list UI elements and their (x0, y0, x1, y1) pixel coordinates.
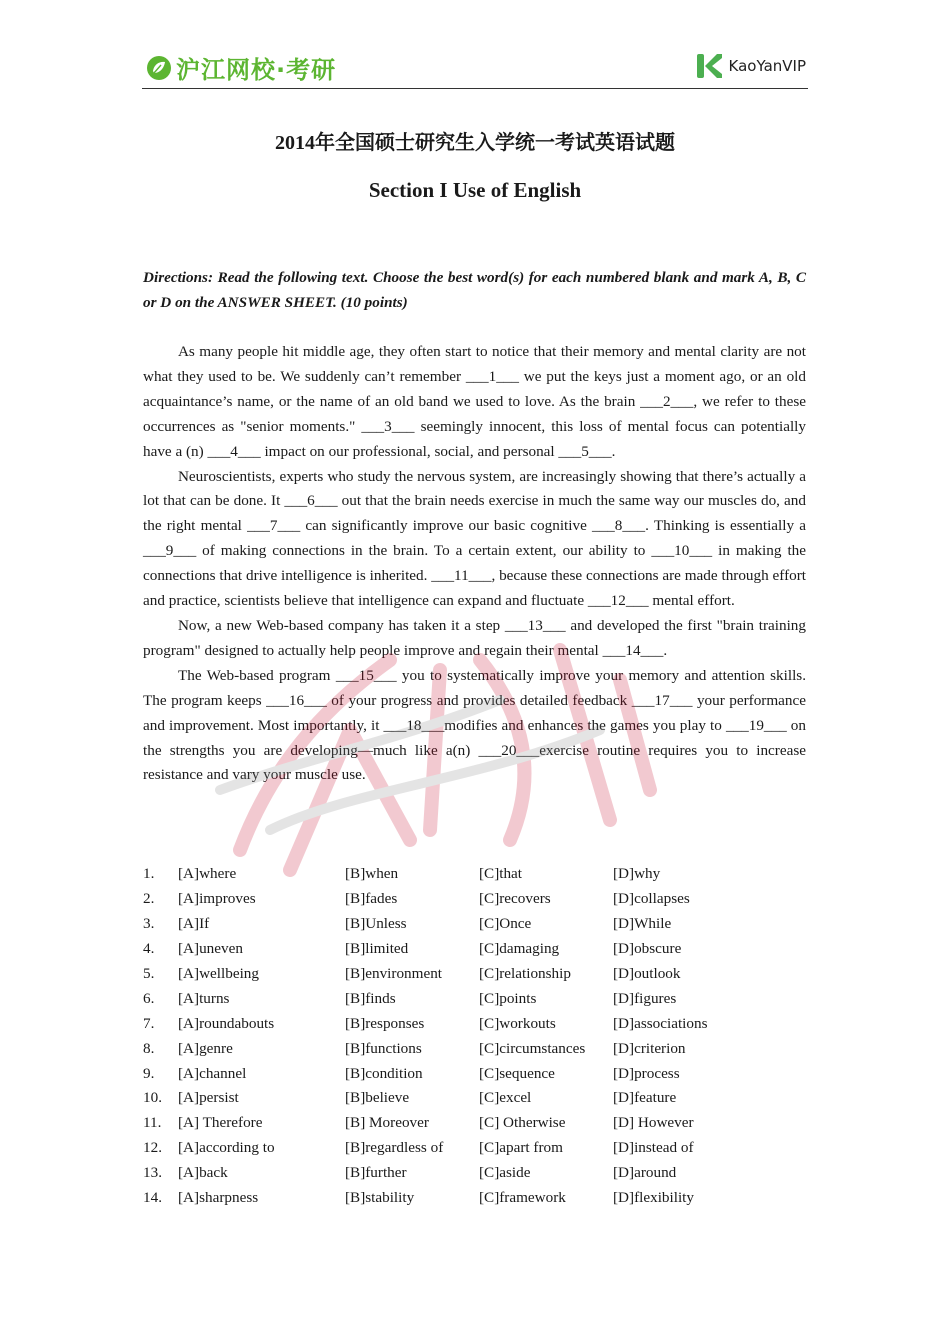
hujiang-brand-text: 沪江网校·考研 (176, 56, 337, 84)
option-row (143, 1086, 806, 1111)
option-c: [C]relationship (479, 964, 571, 982)
question-number: 13. (143, 1164, 162, 1182)
option-b: [B]stability (345, 1189, 415, 1207)
question-number: 8. (143, 1039, 155, 1057)
option-row (143, 887, 806, 912)
passage-paragraph-4: The Web-based program ___15___ you to systematically improve your memory and attention skills. The program keeps ___16___ of your progress and provides detailed feedback ___17___ your performance and improvement. Most importantly, it ___18___modifies and enhances the games you play to ___19___ on the strengths you are developing—much like a(n) ___20___exercise routine requires you to increase resistance and vary your muscle use. (143, 666, 806, 784)
option-row (143, 1012, 806, 1037)
option-b: [B] Moreover (345, 1114, 429, 1132)
option-b: [B]Unless (345, 914, 407, 932)
option-c: [C]excel (479, 1089, 532, 1107)
option-d: [D]figures (613, 989, 677, 1007)
option-d: [D]outlook (613, 964, 681, 982)
option-a: [A]genre (178, 1039, 233, 1057)
question-number: 11. (143, 1114, 162, 1132)
exam-title: 2014年全国硕士研究生入学统一考试英语试题 (275, 132, 675, 154)
kaoyanvip-brand-text: KaoYanVIP (728, 57, 806, 75)
option-b: [B]functions (345, 1039, 422, 1057)
option-c: [C]aside (479, 1164, 531, 1182)
option-d: [D]around (613, 1164, 677, 1182)
answer-options-list (143, 862, 806, 1211)
question-number: 2. (143, 889, 155, 907)
option-c: [C]that (479, 865, 523, 882)
option-a: [A]If (178, 914, 210, 932)
passage-paragraph-1: As many people hit middle age, they often start to notice that their memory and mental clarity are not what they used to be. We suddenly can’t remember ___1___ we put the keys just a moment ago, or an old acquaintance’s name, or the name of an old band we used to love. As the brain ___2___, we refer to these occurrences as "senior moments." ___3___ seemingly innocent, this loss of mental focus can potentially have a (n) ___4___ impact on our professional, social, and personal ___5___. (143, 343, 806, 460)
option-row (143, 1111, 806, 1136)
question-number: 4. (143, 939, 155, 957)
option-a: [A]sharpness (178, 1189, 259, 1207)
option-b: [B]when (345, 865, 399, 882)
option-d: [D] However (613, 1114, 694, 1132)
option-a: [A]channel (178, 1064, 247, 1082)
option-b: [B]condition (345, 1064, 423, 1082)
kaoyanvip-logo (695, 52, 806, 80)
option-c: [C]workouts (479, 1014, 556, 1032)
passage-paragraph-2: Neuroscientists, experts who study the nervous system, are increasingly showing that there’s actually a lot that can be done. It ___6___ out that the brain needs exercise in much the same way our muscles do, and the right mental ___7___ can significantly improve our basic cognitive ___8___. Thinking is essentially a ___9___ of making connections in the brain. To a certain extent, our ability to ___10___ in making the connections that drive intelligence is inherited. ___11___, because these connections are made through effort and practice, scientists believe that intelligence can expand and fluctuate ___12___ mental effort. (143, 467, 806, 610)
option-b: [B]environment (345, 964, 443, 982)
option-b: [B]further (345, 1164, 407, 1182)
option-row (143, 862, 806, 887)
question-number: 10. (143, 1089, 162, 1107)
option-row (143, 1062, 806, 1087)
question-number: 14. (143, 1189, 162, 1207)
option-b: [B]fades (345, 889, 398, 907)
option-row (143, 937, 806, 962)
hujiang-logo (146, 50, 336, 85)
directions-text: Directions: Read the following text. Choose the best word(s) for each numbered blank and mark A, B, C or D on the ANSWER SHEET. (10 points) (143, 269, 806, 311)
question-number: 6. (143, 989, 155, 1007)
reading-passage (143, 340, 806, 788)
option-a: [A]wellbeing (178, 964, 259, 982)
option-c: [C]points (479, 989, 537, 1007)
option-d: [D]flexibility (613, 1189, 694, 1207)
option-a: [A]back (178, 1164, 228, 1182)
page-header (142, 46, 808, 89)
option-b: [B]regardless of (345, 1139, 444, 1157)
option-c: [C]apart from (479, 1139, 563, 1157)
option-a: [A]according to (178, 1139, 275, 1157)
question-number: 9. (143, 1064, 155, 1082)
option-row (143, 1186, 806, 1211)
leaf-logo-icon (146, 55, 172, 81)
option-a: [A] Therefore (178, 1114, 263, 1132)
option-d: [D]obscure (613, 939, 682, 957)
option-b: [B]limited (345, 939, 409, 957)
option-a: [A]where (178, 865, 237, 882)
option-d: [D]instead of (613, 1139, 694, 1157)
option-c: [C]damaging (479, 939, 560, 957)
section-title: Section I Use of English (368, 178, 582, 202)
option-row (143, 962, 806, 987)
option-d: [D]criterion (613, 1039, 686, 1057)
option-b: [B]responses (345, 1014, 425, 1032)
option-row (143, 1161, 806, 1186)
option-d: [D]process (613, 1064, 680, 1082)
question-number: 7. (143, 1014, 155, 1032)
option-c: [C]recovers (479, 889, 551, 907)
option-b: [B]finds (345, 989, 396, 1007)
option-a: [A]turns (178, 989, 230, 1007)
option-row (143, 912, 806, 937)
option-d: [D]collapses (613, 889, 690, 907)
question-number: 3. (143, 914, 155, 932)
option-a: [A]uneven (178, 939, 243, 957)
option-c: [C]Once (479, 914, 532, 932)
option-d: [D]why (613, 865, 661, 882)
question-number: 12. (143, 1139, 162, 1157)
question-number: 1. (143, 865, 155, 882)
option-c: [C]sequence (479, 1064, 555, 1082)
option-a: [A]roundabouts (178, 1014, 275, 1032)
option-row (143, 1136, 806, 1161)
option-c: [C]framework (479, 1189, 566, 1207)
option-d: [D]While (613, 914, 672, 932)
option-c: [C]circumstances (479, 1039, 586, 1057)
passage-paragraph-3: Now, a new Web-based company has taken it a step ___13___ and developed the first "brain training program" designed to actually help people improve and regain their mental ___14___. (143, 616, 806, 659)
option-d: [D]feature (613, 1089, 677, 1107)
option-a: [A]persist (178, 1089, 239, 1107)
option-b: [B]believe (345, 1089, 410, 1107)
option-a: [A]improves (178, 889, 256, 907)
option-d: [D]associations (613, 1014, 708, 1032)
option-row (143, 987, 806, 1012)
option-c: [C] Otherwise (479, 1114, 566, 1132)
option-row (143, 1037, 806, 1062)
question-number: 5. (143, 964, 155, 982)
k-logo-icon (695, 52, 723, 80)
